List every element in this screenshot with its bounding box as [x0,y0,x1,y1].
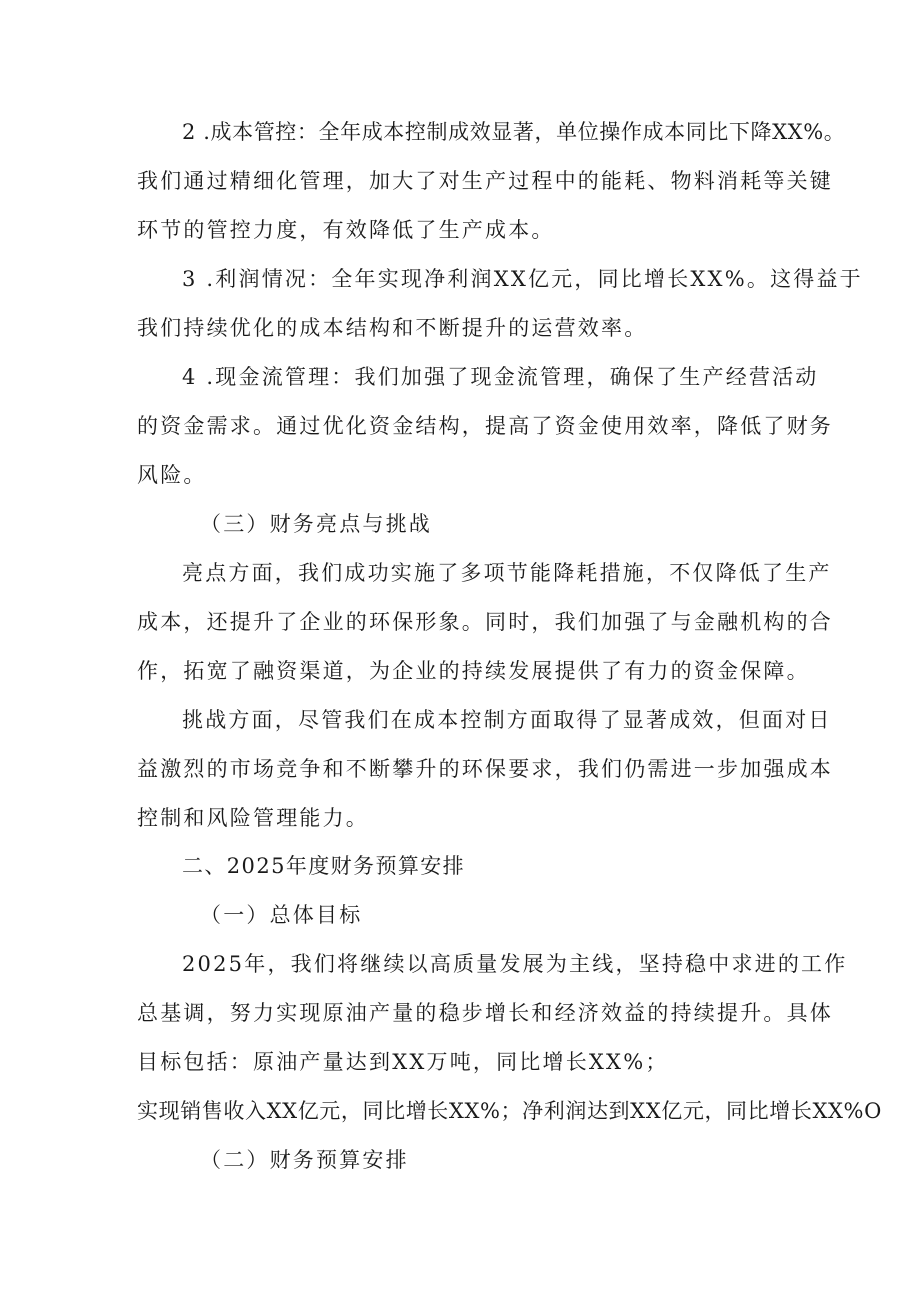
text-line-goals-3: 目标包括：原油产量达到XX万吨，同比增长XX%； [137,1050,669,1074]
text-line-cost-control-3: 环节的管控力度，有效降低了生产成本。 [137,218,555,242]
text-line-challenges-2: 益激烈的市场竞争和不断攀升的环保要求，我们仍需进一步加强成本 [137,757,833,781]
section-heading-2025-budget: 二、2025年度财务预算安排 [182,854,466,878]
text-line-profit-1: 3 .利润情况：全年实现净利润XX亿元，同比增长XX%。这得益于 [182,267,863,291]
text-line-goals-4: 实现销售收入XX亿元，同比增长XX%；净利润达到XX亿元，同比增长XX%O [137,1099,882,1123]
text-line-cost-control-2: 我们通过精细化管理，加大了对生产过程中的能耗、物料消耗等关键 [137,169,833,193]
section-heading-highlights: （三）财务亮点与挑战 [200,512,432,536]
section-heading-overall-goals: （一）总体目标 [200,903,363,927]
section-heading-budget-arrangement: （二）财务预算安排 [200,1148,409,1172]
text-line-goals-2: 总基调，努力实现原油产量的稳步增长和经济效益的持续提升。具体 [137,1001,833,1025]
text-line-cost-control-1: 2 .成本管控：全年成本控制成效显著，单位操作成本同比下降XX%。 [182,120,846,144]
text-line-goals-1: 2025年，我们将继续以高质量发展为主线，坚持稳中求进的工作 [182,952,848,976]
text-line-challenges-1: 挑战方面，尽管我们在成本控制方面取得了显著成效，但面对日 [182,708,832,732]
text-line-highlights-1: 亮点方面，我们成功实施了多项节能降耗措施，不仅降低了生产 [182,561,832,585]
text-line-cashflow-1: 4 .现金流管理：我们加强了现金流管理，确保了生产经营活动 [182,365,819,389]
text-line-highlights-3: 作，拓宽了融资渠道，为企业的持续发展提供了有力的资金保障。 [137,659,810,683]
text-line-cashflow-3: 风险。 [137,463,207,487]
text-line-highlights-2: 成本，还提升了企业的环保形象。同时，我们加强了与金融机构的合 [137,610,833,634]
text-line-profit-2: 我们持续优化的成本结构和不断提升的运营效率。 [137,316,648,340]
text-line-cashflow-2: 的资金需求。通过优化资金结构，提高了资金使用效率，降低了财务 [137,414,833,438]
text-line-challenges-3: 控制和风险管理能力。 [137,806,369,830]
